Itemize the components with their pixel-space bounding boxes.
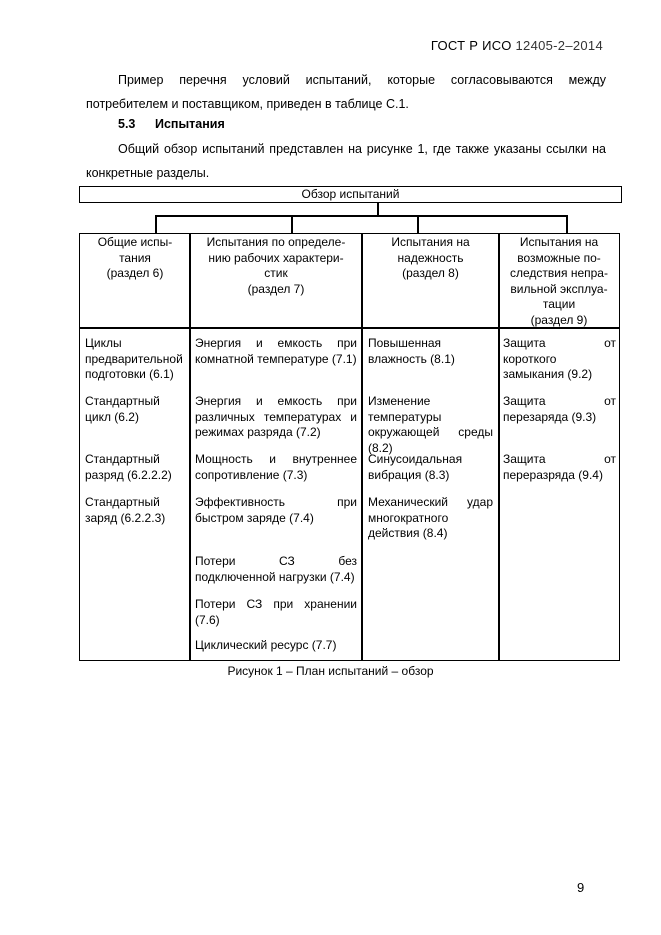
column-heading-reliability: Испытания на надежность (раздел 8): [391, 235, 470, 280]
test-item: Синусоидальная вибрация (8.3): [368, 452, 463, 482]
test-item: Потери СЗ при хранении (7.6): [195, 597, 357, 627]
test-item: Энергия и емкость при различных температурах и режимах разряда (7.2): [195, 394, 357, 439]
test-item: Стандартный цикл (6.2): [85, 394, 160, 424]
standard-number: 12405-2–2014: [515, 38, 603, 53]
column-heading-performance: Испытания по определе- нию рабочих характери- стик (раздел 7): [206, 235, 346, 296]
section-heading: [118, 117, 225, 131]
connector-col4: [566, 215, 568, 233]
connector-col1: [155, 215, 157, 233]
test-item: Защита от перезаряда (9.3): [503, 394, 616, 424]
test-item: Повышенная влажность (8.1): [368, 336, 455, 366]
column-divider: [189, 234, 191, 660]
connector-col3: [417, 215, 419, 233]
test-item: Механический удар многократного действия (8.4): [368, 495, 493, 540]
standard-code: ГОСТ Р ИСО: [430, 38, 512, 53]
page-number: 9: [577, 880, 585, 895]
test-item: Циклы предварительной подготовки (6.1): [85, 336, 183, 381]
connector-bar: [155, 215, 567, 217]
overview-box: Обзор испытаний: [79, 186, 622, 203]
test-item: Мощность и внутреннее сопротивление (7.3): [195, 452, 357, 482]
paragraph-overview: Общий обзор испытаний представлен на рисунке 1, где также указаны ссылки на конкретные разделы.: [86, 142, 606, 180]
figure-caption: Рисунок 1 – План испытаний – обзор: [227, 664, 434, 678]
test-item: Стандартный разряд (6.2.2.2): [85, 452, 172, 482]
test-item: Защита от короткого замыкания (9.2): [503, 336, 616, 381]
document-header: [431, 38, 603, 53]
test-item: Потери СЗ без подключенной нагрузки (7.4): [195, 554, 357, 584]
paragraph-intro: Пример перечня условий испытаний, которые согласовываются между потребителем и поставщиком, приведен в таблице С.1.: [86, 73, 606, 111]
test-item: Энергия и емкость при комнатной температуре (7.1): [195, 336, 357, 366]
test-item: Циклический ресурс (7.7): [195, 638, 337, 652]
column-heading-general: Общие испы- тания (раздел 6): [97, 235, 173, 280]
test-item: Защита от переразряда (9.4): [503, 452, 616, 482]
test-item: Стандартный заряд (6.2.2.3): [85, 495, 166, 525]
section-number: 5.3: [118, 117, 136, 131]
test-item: Изменение температуры окружающей среды (8.2): [368, 394, 493, 455]
test-plan-table: [79, 233, 620, 661]
section-title: Испытания: [155, 117, 225, 131]
test-item: Эффективность при быстром заряде (7.4): [195, 495, 357, 525]
column-divider: [498, 234, 500, 660]
connector-col2: [291, 215, 293, 233]
column-heading-abuse: Испытания на возможные по- следствия непра- вильной эксплуа- тации (раздел 9): [510, 235, 608, 327]
column-divider: [361, 234, 363, 660]
